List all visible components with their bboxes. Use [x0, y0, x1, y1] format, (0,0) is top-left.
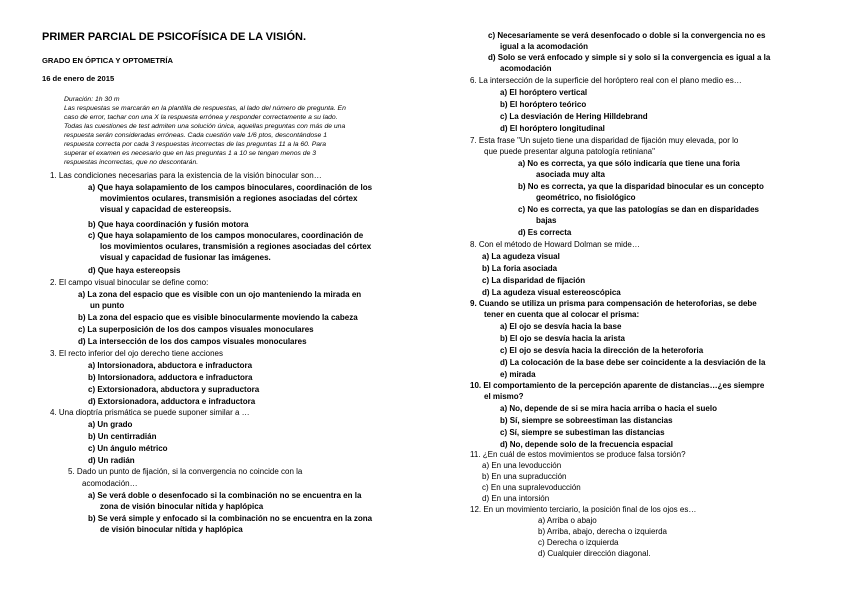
instruction-line: respuestas incorrectas, que no descontarán.: [64, 159, 199, 166]
answer-option-cont: igual a la acomodación: [500, 42, 589, 51]
answer-option[interactable]: a) El ojo se desvía hacia la base: [500, 322, 622, 331]
answer-option-cont: bajas: [536, 216, 557, 225]
answer-option[interactable]: a) Arriba o abajo: [538, 516, 597, 525]
question-text: 9. Cuando se utiliza un prisma para compensación de heteroforias, se debe: [470, 299, 757, 308]
answer-option[interactable]: a) La zona del espacio que es visible con un ojo manteniendo la mirada en: [78, 290, 362, 299]
answer-option[interactable]: a) La agudeza visual: [482, 252, 560, 261]
question-text: 8. Con el método de Howard Dolman se mide…: [470, 240, 640, 249]
instruction-line: Todas las cuestiones de test admiten una solución única, aquellas preguntas con más de una: [64, 123, 346, 130]
question-text: 5. Dado un punto de fijación, si la convergencia no coincide con la: [68, 467, 303, 476]
answer-option-cont: un punto: [90, 301, 125, 310]
question-text: 2. El campo visual binocular se define como:: [50, 278, 209, 287]
exam-title: PRIMER PARCIAL DE PSICOFÍSICA DE LA VISIÓN.: [42, 31, 307, 43]
question-text-cont: tener en cuenta que al colocar el prisma:: [484, 310, 640, 319]
exam-date: 16 de enero de 2015: [42, 74, 115, 83]
answer-option[interactable]: a) Intorsionadora, abductora e infraductora: [88, 361, 253, 370]
question-text: 10. El comportamiento de la percepción aparente de distancias…¿es siempre: [470, 381, 765, 390]
question-text: 1. Las condiciones necesarias para la existencia de la visión binocular son…: [50, 171, 322, 180]
answer-option[interactable]: c) La superposición de los dos campos visuales monoculares: [78, 325, 314, 334]
answer-option[interactable]: a) No es correcta, ya que sólo indicaría que tiene una foria: [518, 159, 740, 168]
answer-option[interactable]: c) En una supralevoducción: [482, 483, 581, 492]
question-text: 4. Una dioptría prismática se puede suponer similar a …: [50, 408, 250, 417]
answer-option-cont: acomodación: [500, 64, 552, 73]
answer-option[interactable]: b) La zona del espacio que es visible binocularmente moviendo la cabeza: [78, 313, 358, 322]
answer-option-cont: los movimientos oculares, transmisión a regiones asociadas del córtex: [100, 242, 372, 251]
answer-option[interactable]: d) Es correcta: [518, 228, 572, 237]
answer-option[interactable]: c) Sí, siempre se subestiman las distancias: [500, 428, 665, 437]
instruction-line: respuesta correcta por cada 3 respuestas incorrectas de las preguntas 11 a la 60. Para: [64, 141, 327, 148]
answer-option[interactable]: b) El horóptero teórico: [500, 100, 587, 109]
answer-option[interactable]: c) Un ángulo métrico: [88, 444, 168, 453]
answer-option-cont: movimientos oculares, transmisión a regiones asociadas del córtex: [100, 194, 358, 203]
answer-option[interactable]: c) No es correcta, ya que las patologías se dan en disparidades: [518, 205, 759, 214]
instruction-line: respuesta serán consideradas erróneas. Cada cuestión vale 1/6 ptos, descontándose 1: [64, 132, 327, 139]
answer-option[interactable]: d) Extorsionadora, adductora e infraductora: [88, 397, 256, 406]
answer-option[interactable]: b) Que haya coordinación y fusión motora: [88, 220, 249, 229]
answer-option[interactable]: e) mirada: [500, 370, 536, 379]
question-text-cont: el mismo?: [484, 392, 524, 401]
answer-option[interactable]: c) Derecha o izquierda: [538, 538, 619, 547]
question-text: 12. En un movimiento terciario, la posición final de los ojos es…: [470, 505, 697, 514]
duration: Duración: 1h 30 m: [64, 96, 120, 103]
question-text-cont: que puede presentar alguna patología retiniana": [484, 147, 655, 156]
answer-option[interactable]: b) La foria asociada: [482, 264, 558, 273]
answer-option[interactable]: d) La colocación de la base debe ser coincidente a la desviación de la: [500, 358, 766, 367]
answer-option[interactable]: d) Que haya estereopsis: [88, 266, 181, 275]
answer-option-cont: geométrico, no fisiológico: [536, 193, 636, 202]
degree-title: GRADO EN ÓPTICA Y OPTOMETRÍA: [42, 56, 173, 65]
instruction-line: caso de error, tachar con una X la respuesta errónea y responder correctamente a su lado.: [64, 114, 338, 121]
answer-option[interactable]: a) En una levoducción: [482, 461, 562, 470]
answer-option-cont: visual y capacidad de estereopsis.: [100, 205, 232, 214]
answer-option[interactable]: d) Cualquier dirección diagonal.: [538, 549, 651, 558]
answer-option[interactable]: b) Sí, siempre se sobreestiman las distancias: [500, 416, 673, 425]
instruction-line: superar el examen es necesario que en las preguntas 1 a 10 se tengan menos de 3: [64, 150, 317, 157]
answer-option-cont: visual y capacidad de fusionar las imágenes.: [100, 253, 271, 262]
instruction-line: Las respuestas se marcarán en la plantilla de respuestas, al lado del número de pregunta. En: [64, 105, 346, 112]
answer-option[interactable]: b) Se verá simple y enfocado si la combinación no se encuentra en la zona: [88, 514, 373, 523]
answer-option[interactable]: b) Un centirradián: [88, 432, 157, 441]
answer-option[interactable]: a) El horóptero vertical: [500, 88, 588, 97]
answer-option[interactable]: c) Que haya solapamiento de los campos monoculares, coordinación de: [88, 231, 364, 240]
answer-option[interactable]: a) Se verá doble o desenfocado si la combinación no se encuentra en la: [88, 491, 362, 500]
answer-option[interactable]: d) No, depende solo de la frecuencia espacial: [500, 440, 673, 449]
answer-option-cont: asociada muy alta: [536, 170, 605, 179]
answer-option[interactable]: b) Arriba, abajo, derecha o izquierda: [538, 527, 667, 536]
question-text: 7. Esta frase "Un sujeto tiene una disparidad de fijación muy elevada, por lo: [470, 136, 739, 145]
question-text-cont: acomodación…: [82, 479, 138, 488]
answer-option[interactable]: c) Extorsionadora, abductora y supraductora: [88, 385, 260, 394]
question-text: 6. La intersección de la superficie del horóptero real con el plano medio es…: [470, 76, 742, 85]
question-text: 3. El recto inferior del ojo derecho tiene acciones: [50, 349, 223, 358]
answer-option[interactable]: c) La disparidad de fijación: [482, 276, 586, 285]
answer-option[interactable]: b) En una supraducción: [482, 472, 567, 481]
answer-option[interactable]: b) No es correcta, ya que la disparidad binocular es un concepto: [518, 182, 764, 191]
answer-option[interactable]: d) La intersección de los dos campos visuales monoculares: [78, 337, 307, 346]
question-text: 11. ¿En cuál de estos movimientos se produce falsa torsión?: [470, 450, 686, 459]
answer-option[interactable]: d) El horóptero longitudinal: [500, 124, 605, 133]
answer-option[interactable]: a) Que haya solapamiento de los campos binoculares, coordinación de los: [88, 183, 373, 192]
answer-option[interactable]: b) El ojo se desvía hacia la arista: [500, 334, 625, 343]
answer-option-cont: de visión binocular nítida y haplópica: [100, 525, 243, 534]
answer-option[interactable]: c) El ojo se desvía hacia la dirección de la heteroforia: [500, 346, 704, 355]
answer-option[interactable]: d) Solo se verá enfocado y simple si y solo si la convergencia es igual a la: [488, 53, 771, 62]
answer-option[interactable]: d) La agudeza visual estereoscópica: [482, 288, 621, 297]
answer-option[interactable]: d) En una intorsión: [482, 494, 550, 503]
answer-option-cont: zona de visión binocular nítida y haplópica: [100, 502, 264, 511]
answer-option[interactable]: c) La desviación de Hering Hilldebrand: [500, 112, 648, 121]
answer-option[interactable]: c) Necesariamente se verá desenfocado o doble si la convergencia no es: [488, 31, 766, 40]
answer-option[interactable]: a) No, depende de si se mira hacia arriba o hacia el suelo: [500, 404, 717, 413]
answer-option[interactable]: a) Un grado: [88, 420, 133, 429]
answer-option[interactable]: b) Intorsionadora, adductora e infraductora: [88, 373, 253, 382]
answer-option[interactable]: d) Un radián: [88, 456, 135, 465]
